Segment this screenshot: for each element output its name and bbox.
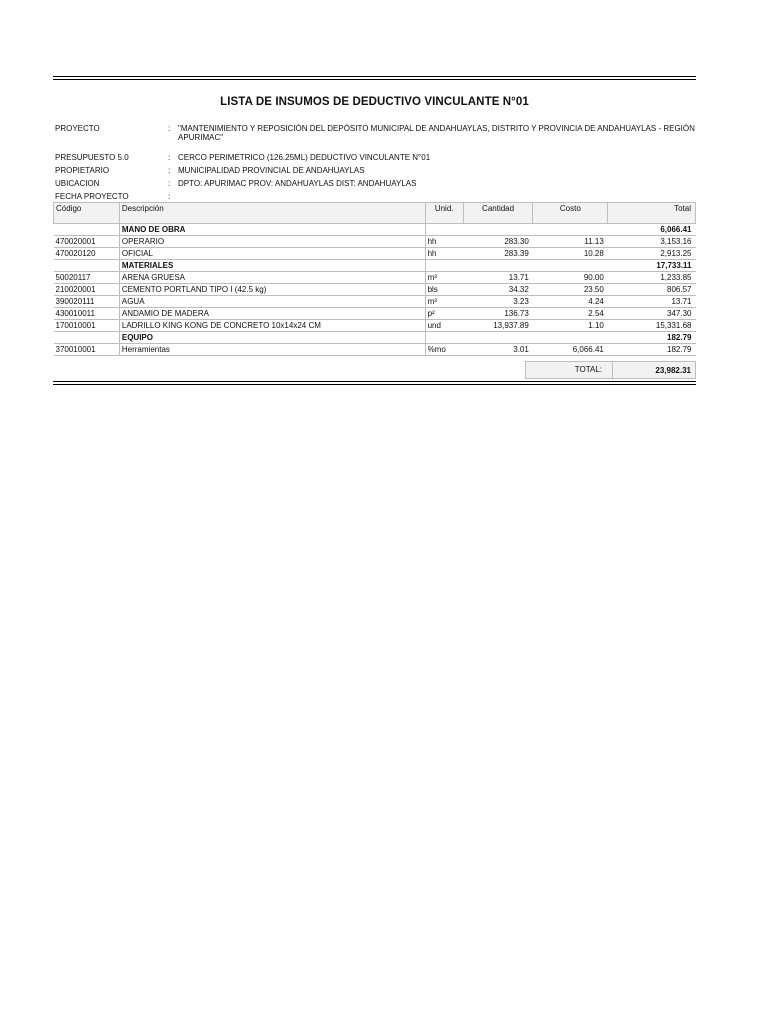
info-row-fecha: [53, 192, 696, 201]
cell-unid: und: [425, 320, 463, 332]
header-descripcion: Descripción: [119, 203, 425, 224]
info-row-propietario: [53, 166, 696, 175]
cell-cantidad: 283.39: [463, 248, 533, 260]
cell-cantidad: 13.71: [463, 272, 533, 284]
cell-costo: [533, 260, 608, 272]
cell-descripcion: EQUIPO: [119, 332, 425, 344]
cell-codigo: [54, 260, 120, 272]
cell-codigo: 390020111: [54, 296, 120, 308]
info-separator: :: [168, 192, 171, 201]
table-row: [54, 272, 696, 284]
cell-costo: 90.00: [533, 272, 608, 284]
cell-descripcion: OPERARIO: [119, 236, 425, 248]
project-info: [53, 124, 696, 201]
cell-unid: p²: [425, 308, 463, 320]
header-costo: Costo: [533, 203, 608, 224]
cell-cantidad: 283.30: [463, 236, 533, 248]
cell-descripcion: Herramientas: [119, 344, 425, 356]
cell-total: 182.79: [608, 332, 696, 344]
top-double-rule: [53, 76, 696, 80]
cell-codigo: 470020120: [54, 248, 120, 260]
cell-cantidad: [463, 224, 533, 236]
cell-costo: [533, 224, 608, 236]
cell-total: 347.30: [608, 308, 696, 320]
cell-descripcion: OFICIAL: [119, 248, 425, 260]
cell-costo: 11.13: [533, 236, 608, 248]
cell-codigo: 210020001: [54, 284, 120, 296]
cell-total: 17,733.11: [608, 260, 696, 272]
table-row: [54, 344, 696, 356]
cell-cantidad: [463, 332, 533, 344]
info-label: FECHA PROYECTO: [55, 192, 129, 201]
info-label: UBICACION: [55, 179, 100, 188]
total-label: TOTAL:: [526, 362, 613, 378]
header-codigo: Código: [54, 203, 120, 224]
cell-total: 1,233.85: [608, 272, 696, 284]
cell-costo: 23.50: [533, 284, 608, 296]
cell-cantidad: 3.01: [463, 344, 533, 356]
info-row-ubicacion: [53, 179, 696, 188]
cell-descripcion: MANO DE OBRA: [119, 224, 425, 236]
cell-codigo: 50020117: [54, 272, 120, 284]
group-row: [54, 332, 696, 344]
cell-costo: [533, 332, 608, 344]
info-row-proyecto: [53, 124, 696, 142]
cell-costo: 2.54: [533, 308, 608, 320]
cell-descripcion: AGUA: [119, 296, 425, 308]
table-row: [54, 296, 696, 308]
table-body: [54, 224, 696, 356]
cell-codigo: [54, 332, 120, 344]
supplies-table: [53, 202, 696, 356]
cell-codigo: [54, 224, 120, 236]
cell-codigo: 170010001: [54, 320, 120, 332]
info-row-presupuesto: [53, 153, 696, 162]
table-row: [54, 236, 696, 248]
cell-unid: [425, 224, 463, 236]
cell-total: 2,913.25: [608, 248, 696, 260]
info-value: [178, 192, 696, 201]
cell-unid: hh: [425, 248, 463, 260]
info-value: CERCO PERIMETRICO (126.25ML) DEDUCTIVO VINCULANTE N°01: [178, 153, 431, 162]
cell-costo: 1.10: [533, 320, 608, 332]
cell-unid: [425, 260, 463, 272]
cell-descripcion: ANDAMIO DE MADERA: [119, 308, 425, 320]
cell-total: 3,153.16: [608, 236, 696, 248]
cell-descripcion: MATERIALES: [119, 260, 425, 272]
group-row: [54, 224, 696, 236]
cell-total: 806.57: [608, 284, 696, 296]
cell-cantidad: 34.32: [463, 284, 533, 296]
cell-descripcion: LADRILLO KING KONG DE CONCRETO 10x14x24 CM: [119, 320, 425, 332]
header-total: Total: [608, 203, 696, 224]
cell-total: 15,331.68: [608, 320, 696, 332]
cell-codigo: 470020001: [54, 236, 120, 248]
info-value: "MANTENIMIENTO Y REPOSICIÓN DEL DEPÓSITO MUNICIPAL DE ANDAHUAYLAS, DISTRITO Y PROVINCIA DE ANDAHUAYLAS - REGIÓN APURIMAC": [178, 124, 695, 142]
header-unid: Unid.: [425, 203, 463, 224]
cell-codigo: 370010001: [54, 344, 120, 356]
cell-costo: 6,066.41: [533, 344, 608, 356]
cell-codigo: 430010011: [54, 308, 120, 320]
info-separator: :: [168, 166, 171, 175]
info-label: PRESUPUESTO 5.0: [55, 153, 129, 162]
bottom-double-rule: [53, 381, 696, 385]
group-row: [54, 260, 696, 272]
cell-unid: [425, 332, 463, 344]
cell-descripcion: CEMENTO PORTLAND TIPO I (42.5 kg): [119, 284, 425, 296]
document-title: LISTA DE INSUMOS DE DEDUCTIVO VINCULANTE N°01: [220, 96, 529, 108]
info-separator: :: [168, 179, 171, 188]
info-label: PROYECTO: [55, 124, 100, 133]
info-value: MUNICIPALIDAD PROVINCIAL DE ANDAHUAYLAS: [178, 166, 365, 175]
cell-unid: %mo: [425, 344, 463, 356]
header-cantidad: Cantidad: [463, 203, 533, 224]
cell-costo: 4.24: [533, 296, 608, 308]
table-row: [54, 284, 696, 296]
table-row: [54, 308, 696, 320]
total-box: [525, 361, 696, 379]
total-value: 23,982.31: [655, 365, 691, 375]
document-sheet: [53, 76, 696, 385]
cell-cantidad: 136.73: [463, 308, 533, 320]
info-label: PROPIETARIO: [55, 166, 110, 175]
cell-costo: 10.28: [533, 248, 608, 260]
cell-total: 6,066.41: [608, 224, 696, 236]
table-header-row: [54, 203, 696, 224]
cell-unid: m³: [425, 272, 463, 284]
cell-unid: m³: [425, 296, 463, 308]
cell-total: 182.79: [608, 344, 696, 356]
cell-descripcion: ARENA GRUESA: [119, 272, 425, 284]
table-row: [54, 320, 696, 332]
cell-unid: hh: [425, 236, 463, 248]
info-separator: :: [168, 153, 171, 162]
info-value: DPTO: APURIMAC PROV: ANDAHUAYLAS DIST: ANDAHUAYLAS: [178, 179, 417, 188]
cell-cantidad: 13,937.89: [463, 320, 533, 332]
cell-cantidad: 3.23: [463, 296, 533, 308]
total-row: [53, 361, 696, 379]
table-row: [54, 248, 696, 260]
cell-cantidad: [463, 260, 533, 272]
cell-unid: bls: [425, 284, 463, 296]
cell-total: 13.71: [608, 296, 696, 308]
info-separator: :: [168, 124, 171, 133]
